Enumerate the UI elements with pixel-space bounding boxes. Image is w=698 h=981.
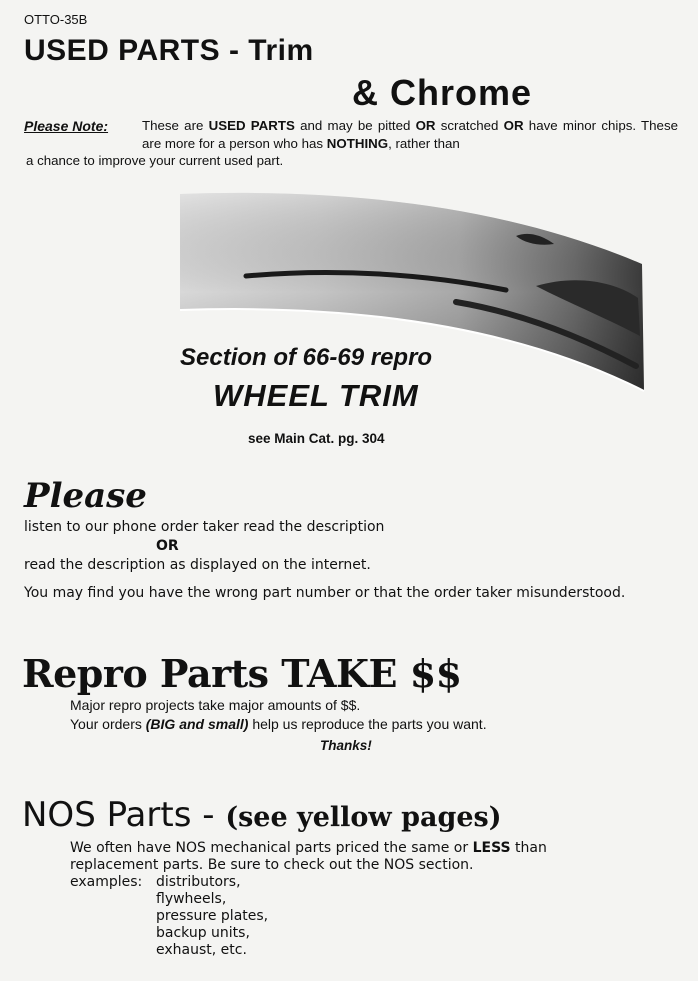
catalog-reference: see Main Cat. pg. 304 (248, 431, 385, 446)
catalog-code: OTTO-35B (24, 12, 88, 27)
examples-label: examples: (70, 874, 143, 890)
list-item: exhaust, etc. (156, 942, 247, 958)
please-line1: listen to our phone order taker read the description (24, 519, 385, 535)
list-item: pressure plates, (156, 908, 269, 924)
repro-heading: Repro Parts TAKE $$ (22, 651, 462, 696)
nos-heading: NOS Parts - (see yellow pages) (22, 795, 502, 835)
please-or: OR (156, 538, 179, 554)
list-item: backup units, (156, 925, 250, 941)
note-label: Please Note: (24, 118, 109, 134)
please-line2: read the description as displayed on the internet. (24, 557, 371, 573)
photo-caption-line1: Section of 66-69 repro (180, 344, 433, 371)
list-item: flywheels, (156, 891, 227, 907)
list-item: distributors, (156, 874, 241, 890)
thanks-text: Thanks! (320, 738, 372, 753)
note-text-last: a chance to improve your current used part. (26, 153, 284, 168)
page-title-line2: & Chrome (352, 72, 533, 113)
please-heading: Please (24, 476, 147, 516)
examples-list (156, 874, 268, 959)
please-line3: You may find you have the wrong part number or that the order taker misunderstood. (24, 585, 626, 601)
repro-line2: Your orders (BIG and small) help us reproduce the parts you want. (70, 716, 487, 732)
nos-body: We often have NOS mechanical parts priced the same or LESS than replacement parts. Be sure to check out the NOS section. (70, 840, 547, 873)
repro-line1: Major repro projects take major amounts of $$. (70, 697, 361, 713)
photo-caption-line2: WHEEL TRIM (213, 378, 419, 413)
page-title-line1: USED PARTS - Trim (24, 34, 314, 67)
note-text: These are USED PARTS and may be pitted OR scratched OR have minor chips. These are more for a person who has NOTHING, rather than (142, 118, 678, 151)
nos-subheading: (see yellow pages) (225, 802, 502, 833)
